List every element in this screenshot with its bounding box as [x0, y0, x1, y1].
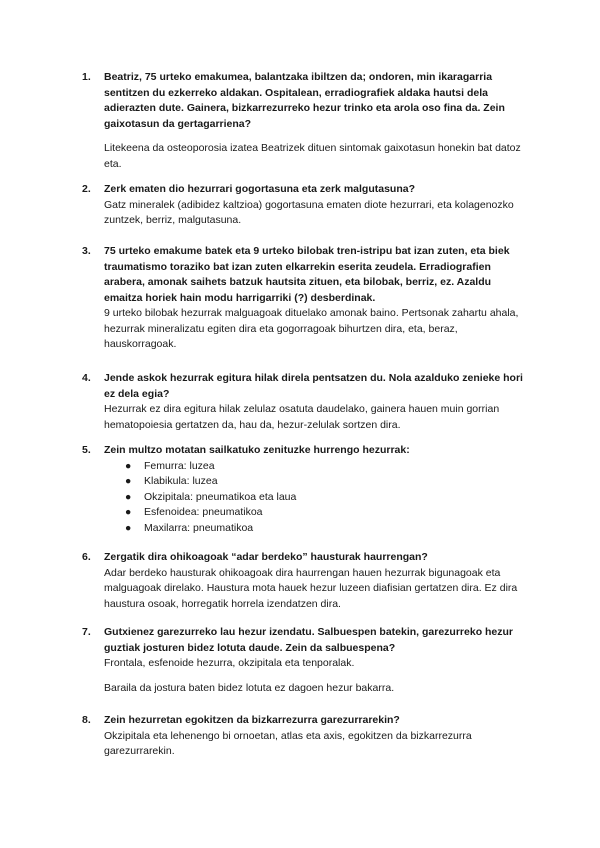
- bullet-icon: ●: [125, 521, 132, 534]
- question-number: 6.: [82, 551, 91, 563]
- question-7: [82, 625, 524, 696]
- answer-text-exception: Baraila da jostura baten bidez lotuta ez dagoen hezur bakarra.: [104, 681, 395, 694]
- question-8: [82, 713, 524, 760]
- answer-text: 9 urteko bilobak hezurrak malguagoak dituelako amonak baino. Pertsonak zahartu ahala, hezurrak mineralizatu egiten dira eta gogorragoak bihurtzen dira, eta, beraz, hauskorragoak.: [104, 307, 519, 350]
- bone-list: [104, 459, 524, 537]
- question-number: 8.: [82, 714, 91, 726]
- list-item: ● Esfenoidea: pneumatikoa: [125, 505, 524, 521]
- answer-text: Hezurrak ez dira egitura hilak zelulaz osatuta daudelako, gainera hauen muin gorrian hematopoiesia gertatzen da, hau da, hezur-zelulak sortzen dira.: [104, 403, 500, 431]
- bullet-icon: ●: [125, 459, 132, 472]
- question-text: Jende askok hezurrak egitura hilak direla pentsatzen du. Nola azalduko zenieke hori ez dela egia?: [104, 372, 523, 400]
- bullet-icon: ●: [125, 490, 132, 503]
- list-item: ● Klabikula: luzea: [125, 474, 524, 490]
- question-text: Zein multzo motatan sailkatuko zenituzke hurrengo hezurrak:: [104, 444, 410, 456]
- answer-text: Frontala, esfenoide hezurra, okzipitala eta tenporalak.: [104, 657, 355, 669]
- question-5: [82, 443, 524, 536]
- answer-text: Okzipitala eta lehenengo bi ornoetan, atlas eta axis, egokitzen da bizkarrezurra garezurrarekin.: [104, 729, 472, 757]
- list-item: ● Femurra: luzea: [125, 459, 524, 475]
- question-text: Zein hezurretan egokitzen da bizkarrezurra garezurrarekin?: [104, 714, 400, 726]
- question-2: [82, 182, 524, 229]
- question-number: 3.: [82, 245, 91, 257]
- question-6: [82, 550, 524, 612]
- question-text: Zerk ematen dio hezurrari gogortasuna eta zerk malgutasuna?: [104, 183, 415, 195]
- bullet-icon: ●: [125, 475, 132, 487]
- bullet-icon: ●: [125, 506, 132, 518]
- question-number: 2.: [82, 183, 91, 195]
- question-3: [82, 244, 524, 353]
- answer-text: Adar berdeko hausturak ohikoagoak dira haurrengan hauen hezurrak bigunagoak eta malguagoak direlako. Haustura mota hauek hezur luzeen diafisian gertatzen dira. Ez dira haustura osoak, horregatik horrela izendatzen dira.: [104, 566, 518, 610]
- question-text: Beatriz, 75 urteko emakumea, balantzaka ibiltzen da; ondoren, min ikaragarria sentitzen du ezkerreko aldakan. Ospitalean, erradiografiek aldaka hautsi dela adierazten dute. Gainera, bizkarrezurreko hezur trinko eta arola oso fina da. Zein gaixotasun da gertagarriena?: [104, 71, 505, 130]
- question-number: 1.: [82, 71, 91, 83]
- question-number: 5.: [82, 444, 91, 456]
- question-text: 75 urteko emakume batek eta 9 urteko bilobak tren-istripu bat izan zuten, eta biek traumatismo toraziko bat izan zuten elkarrekin eserita zeudela. Erradiografien arabera, amonak saihets batzuk hautsita zituen, eta bilobak, berriz, ez. Azaldu emaitza horiek hain modu harrigarriki (?) desberdinak.: [104, 245, 510, 304]
- question-1: [82, 70, 524, 172]
- list-item: ● Okzipitala: pneumatikoa eta laua: [125, 490, 524, 506]
- answer-text: Litekeena da osteoporosia izatea Beatrizek dituen sintomak gaixotasun honekin bat datoz eta.: [104, 142, 521, 170]
- answer-text: Gatz mineralek (adibidez kaltzioa) gogortasuna ematen diote hezurrari, eta kolagenozko zuntzek, berriz, malgutasuna.: [104, 198, 514, 226]
- question-text: Gutxienez garezurreko lau hezur izendatu. Salbuespen batekin, garezurreko hezur guztiak josturen bidez lotuta daude. Zein da salbuespena?: [104, 626, 514, 654]
- question-4: [82, 371, 524, 433]
- question-text: Zergatik dira ohikoagoak “adar berdeko” hausturak haurrengan?: [104, 551, 428, 563]
- question-number: 7.: [82, 626, 91, 638]
- question-number: 4.: [82, 372, 91, 384]
- list-item: ● Maxilarra: pneumatikoa: [125, 521, 524, 537]
